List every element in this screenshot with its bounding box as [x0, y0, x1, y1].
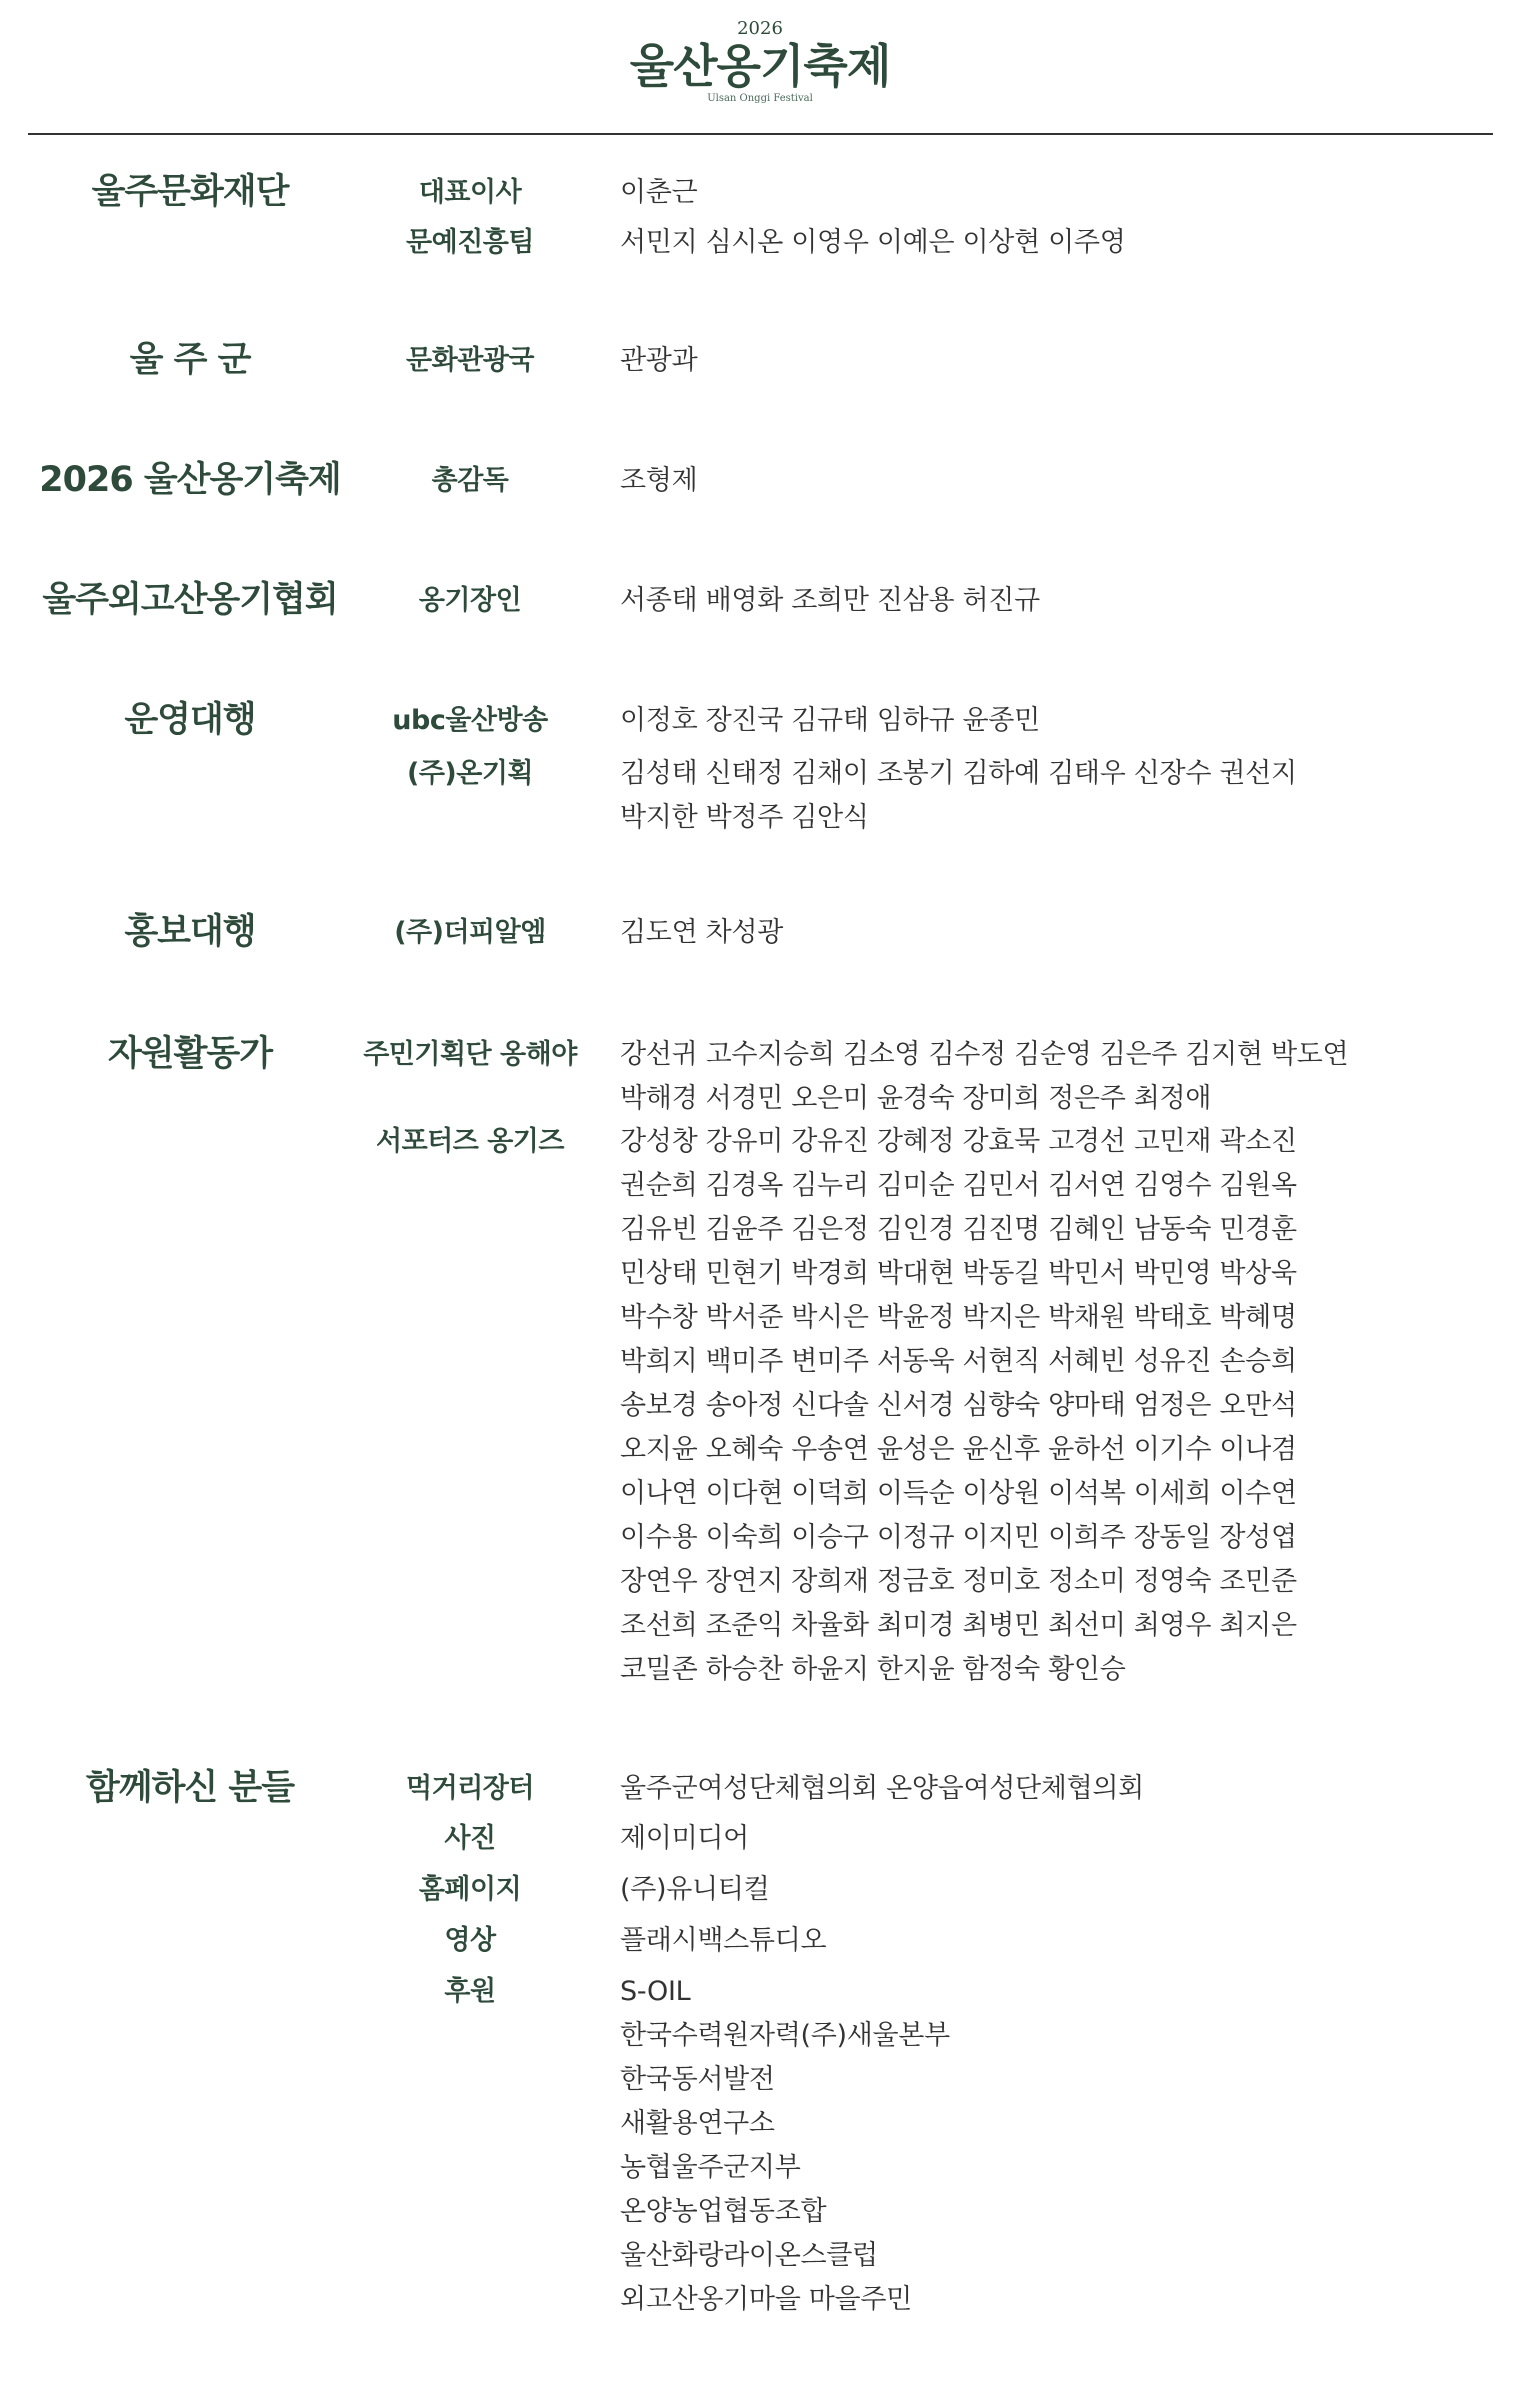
names-list: 이춘근 — [620, 177, 698, 208]
role-label: 문예진흥팀 — [406, 227, 534, 258]
names-list: 이정호 장진국 김규태 임하규 윤종민 — [620, 705, 1040, 736]
names-list: 김성태 신태정 김채이 조봉기 김하예 김태우 신장수 권선지 박지한 박정주 김안식 — [620, 758, 1297, 833]
names-list: 관광과 — [620, 345, 698, 376]
role-label: 문화관광국 — [406, 345, 534, 376]
role-label: (주)온기획 — [406, 758, 533, 789]
org-name: 홍보대행 — [124, 912, 256, 952]
names-list: 서민지 심시온 이영우 이예은 이상현 이주영 — [620, 227, 1126, 258]
org-name: 울 주 군 — [129, 340, 251, 380]
logo-year: 2026 — [737, 18, 783, 39]
names-list: 울주군여성단체협의회 온양읍여성단체협의회 — [620, 1773, 1144, 1804]
names-list: 서종태 배영화 조희만 진삼용 허진규 — [620, 585, 1040, 616]
org-name: 자원활동가 — [107, 1034, 273, 1074]
org-name: 울주문화재단 — [91, 172, 289, 212]
logo-subtitle: Ulsan Onggi Festival — [707, 93, 813, 104]
names-list: 김도연 차성광 — [620, 917, 783, 948]
names-list: 강선귀 고수지승희 김소영 김수정 김순영 김은주 김지현 박도연 박해경 서경민 오은미 윤경숙 장미희 정은주 최정애 — [620, 1039, 1349, 1114]
role-label: 옹기장인 — [418, 585, 522, 616]
role-label: ubc울산방송 — [392, 705, 548, 736]
names-list: 플래시백스튜디오 — [620, 1925, 827, 1956]
role-label: 대표이사 — [418, 177, 522, 208]
names-list: S-OIL 한국수력원자력(주)새울본부 한국동서발전 새활용연구소 농협울주군지부 온양농업협동조합 울산화랑라이온스클럽 외고산옹기마을 마을주민 — [620, 1976, 950, 2315]
role-label: 총감독 — [431, 465, 509, 496]
role-label: 서포터즈 옹기즈 — [376, 1126, 564, 1157]
role-label: 후원 — [444, 1976, 496, 2007]
names-list: 강성창 강유미 강유진 강혜정 강효묵 고경선 고민재 곽소진 권순희 김경옥 김누리 김미순 김민서 김서연 김영수 김원옥 김유빈 김윤주 김은정 김인경 김진명 김혜인 남동숙 민경훈 민상태 민현기 박경희 박대현 박동길 박민서 박민영 박상욱 박수창 박서준 박시은 박윤정 박지은 박채원 박태호 박혜명 박희지 백미주 변미주 서동욱 서현직 서혜빈 성유진 손승희 송보경 송아정 신다솔 신서경 심향숙 양마태 엄정은 오만석 오지윤 오혜숙 우송연 윤성은 윤신후 윤하선 이기수 이나겸 이나연 이다현 이덕희 이득순 이상원 이석복 이세희 이수연 이수용 이숙희 이승구 이정규 이지민 이희주 장동일 장성엽 장연우 장연지 장희재 정금호 정미호 정소미 정영숙 조민준 조선희 조준익 차율화 최미경 최병민 최선미 최영우 최지은 코밀존 하승찬 하윤지 한지윤 함정숙 황인승 — [620, 1126, 1297, 1685]
names-list: 제이미디어 — [620, 1823, 749, 1854]
role-label: 홈페이지 — [418, 1874, 522, 1905]
org-name: 함께하신 분들 — [85, 1768, 295, 1808]
header-divider — [28, 133, 1493, 135]
page-header — [0, 0, 1520, 135]
names-list: (주)유니티컬 — [620, 1874, 770, 1905]
festival-logo — [610, 18, 910, 106]
role-label: 주민기획단 옹해야 — [363, 1039, 577, 1070]
role-label: 먹거리장터 — [406, 1773, 534, 1804]
logo-title: 울산옹기축제 — [629, 39, 891, 93]
role-label: 영상 — [444, 1925, 496, 1956]
org-name: 운영대행 — [124, 700, 256, 740]
role-label: 사진 — [444, 1823, 496, 1854]
org-name: 울주외고산옹기협회 — [42, 580, 338, 620]
names-list: 조형제 — [620, 465, 698, 496]
role-label: (주)더피알엠 — [394, 917, 546, 948]
org-name: 2026 울산옹기축제 — [39, 460, 341, 500]
